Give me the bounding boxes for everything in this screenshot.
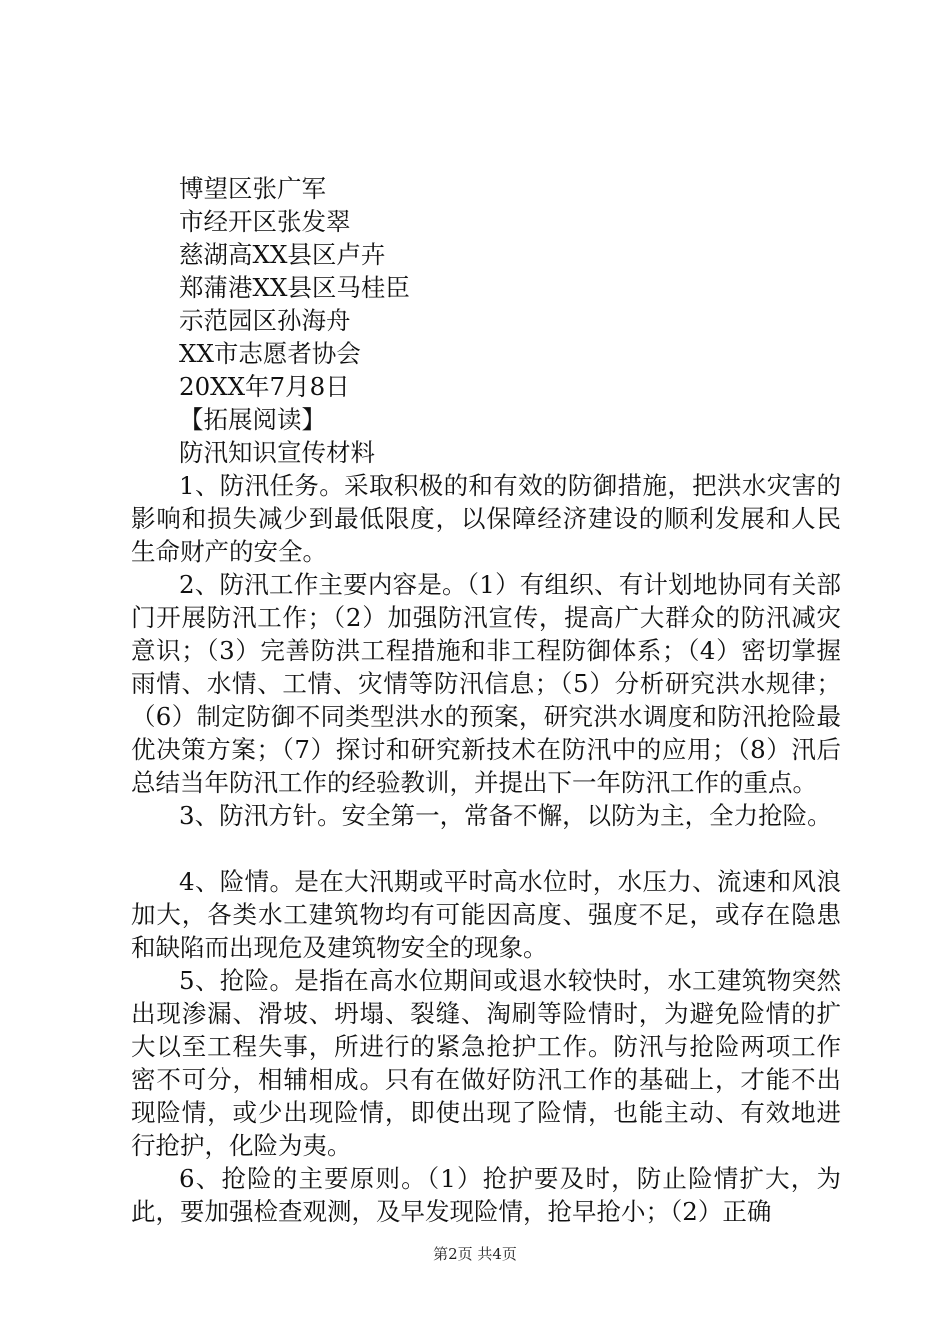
document-body	[131, 172, 841, 1228]
signature-line: 示范园区孙海舟	[179, 306, 351, 335]
signature-line: 郑蒲港XX县区马桂臣	[179, 273, 410, 302]
paragraph: 3、防汛方针。安全第一，常备不懈，以防为主，全力抢险。	[179, 801, 832, 830]
paragraph: 4、险情。是在大汛期或平时高水位时，水压力、流速和风浪加大，各类水工建筑物均有可能因高度、强度不足，或存在隐患和缺陷而出现危及建筑物安全的现象。	[131, 867, 841, 962]
blank-line	[131, 832, 841, 865]
extended-reading-heading: 【拓展阅读】	[179, 405, 326, 434]
paragraph: 1、防汛任务。采取积极的和有效的防御措施，把洪水灾害的影响和损失减少到最低限度，以保障经济建设的顺利发展和人民生命财产的安全。	[131, 471, 841, 566]
material-title: 防汛知识宣传材料	[179, 438, 375, 467]
signature-line: 慈湖高XX县区卢卉	[179, 240, 386, 269]
paragraph: 6、抢险的主要原则。（1）抢护要及时，防止险情扩大，为此，要加强检查观测，及早发现险情，抢早抢小；（2）正确	[131, 1164, 841, 1226]
signature-line: 市经开区张发翠	[179, 207, 351, 236]
paragraph: 5、抢险。是指在高水位期间或退水较快时，水工建筑物突然出现渗漏、滑坡、坍塌、裂缝、淘刷等险情时，为避免险情的扩大以至工程失事，所进行的紧急抢护工作。防汛与抢险两项工作密不可分，相辅相成。只有在做好防汛工作的基础上，才能不出现险情，或少出现险情，即使出现了险情，也能主动、有效地进行抢护，化险为夷。	[131, 966, 841, 1160]
date-line: 20XX年7月8日	[179, 372, 350, 401]
page-footer: 第2页 共4页	[433, 1245, 517, 1263]
signature-line: 博望区张广军	[179, 174, 326, 203]
paragraph: 2、防汛工作主要内容是。（1）有组织、有计划地协同有关部门开展防汛工作；（2）加强防汛宣传，提高广大群众的防汛减灾意识；（3）完善防洪工程措施和非工程防御体系；（4）密切掌握雨情、水情、工情、灾情等防汛信息；（5）分析研究洪水规律；（6）制定防御不同类型洪水的预案，研究洪水调度和防汛抢险最优决策方案；（7）探讨和研究新技术在防汛中的应用；（8）汛后总结当年防汛工作的经验教训，并提出下一年防汛工作的重点。	[131, 570, 841, 797]
organization-line: XX市志愿者协会	[179, 339, 361, 368]
